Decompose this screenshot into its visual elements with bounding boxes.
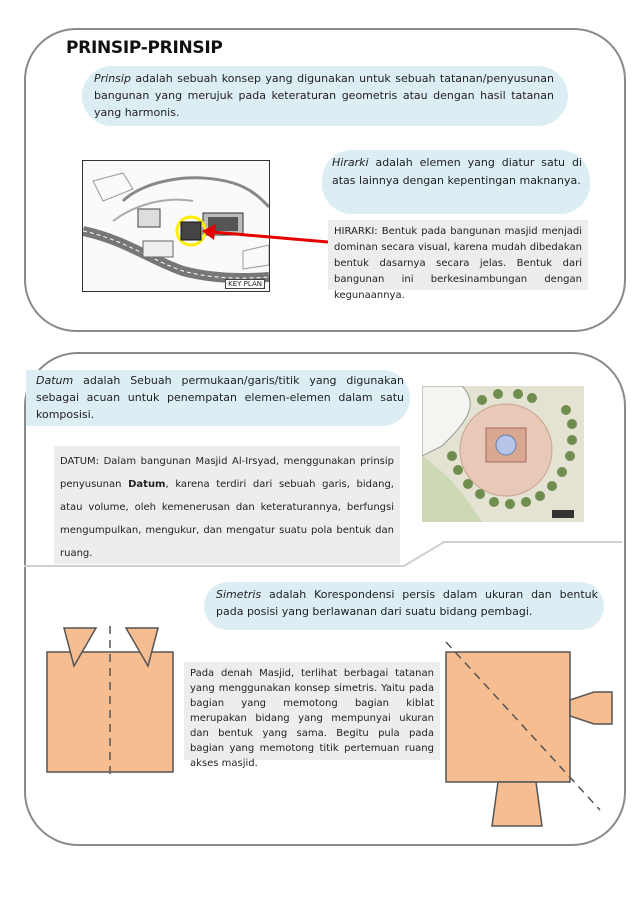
prinsip-term: Prinsip	[94, 72, 131, 85]
datum-note-text-1: DATUM: Dalam bangunan Masjid Al-Irsyad, menggunakan prinsip penyusunan	[60, 456, 394, 490]
hirarki-term: Hirarki	[332, 156, 369, 169]
symmetry-diagram-right	[444, 640, 620, 840]
hirarki-text: adalah elemen yang diatur satu di atas lainnya dengan kepentingan maknanya.	[332, 156, 582, 187]
datum-term: Datum	[36, 374, 74, 387]
prinsip-definition	[82, 66, 568, 126]
datum-text: adalah Sebuah permukaan/garis/titik yang digunakan sebagai acuan untuk penempatan elemen-elemen dalam satu komposisi.	[36, 374, 404, 421]
site-plan-drawing	[422, 386, 584, 522]
symmetry-diagram-left	[46, 626, 182, 776]
simetris-text: adalah Korespondensi persis dalam ukuran dan bentuk pada posisi yang berlawanan dari suatu bidang pembagi.	[216, 588, 598, 618]
key-plan-label: KEY PLAN	[225, 279, 265, 289]
simetris-term: Simetris	[216, 588, 262, 601]
simetris-definition	[204, 582, 604, 630]
hirarki-note: HIRARKI: Bentuk pada bangunan masjid menjadi dominan secara visual, karena mudah dibedakan bentuk dasarnya secara jelas. Bentuk dari bangunan ini berkesinambungan dengan kegunaannya.	[328, 220, 588, 290]
datum-note-bold: Datum	[128, 479, 166, 490]
prinsip-text: adalah sebuah konsep yang digunakan untuk sebuah tatanan/penyusunan bangunan yang merujuk pada keteraturan geometris atau dengan hasil tatanan yang harmonis.	[94, 72, 554, 119]
page-title: PRINSIP-PRINSIP	[66, 38, 223, 58]
site-plan-image	[422, 386, 584, 522]
section-divider	[24, 536, 622, 576]
hirarki-definition	[322, 150, 590, 214]
datum-note-text-2: , karena terdiri dari sebuah garis, bidang, atau volume, oleh kemenerusan dan keteraturannya, berfungsi mengumpulkan, mengukur, dan mengatur suatu pola bentuk dan ruang.	[60, 479, 394, 559]
simetris-note: Pada denah Masjid, terlihat berbagai tatanan yang menggunakan konsep simetris. Yaitu pada bagian yang memotong bagian kiblat merupakan bidang yang mempunyai ukuran dan bentuk yang sama. Begitu pula pada bagian yang memotong titik pertemuan ruang akses masjid.	[184, 662, 440, 760]
datum-definition	[26, 370, 410, 426]
